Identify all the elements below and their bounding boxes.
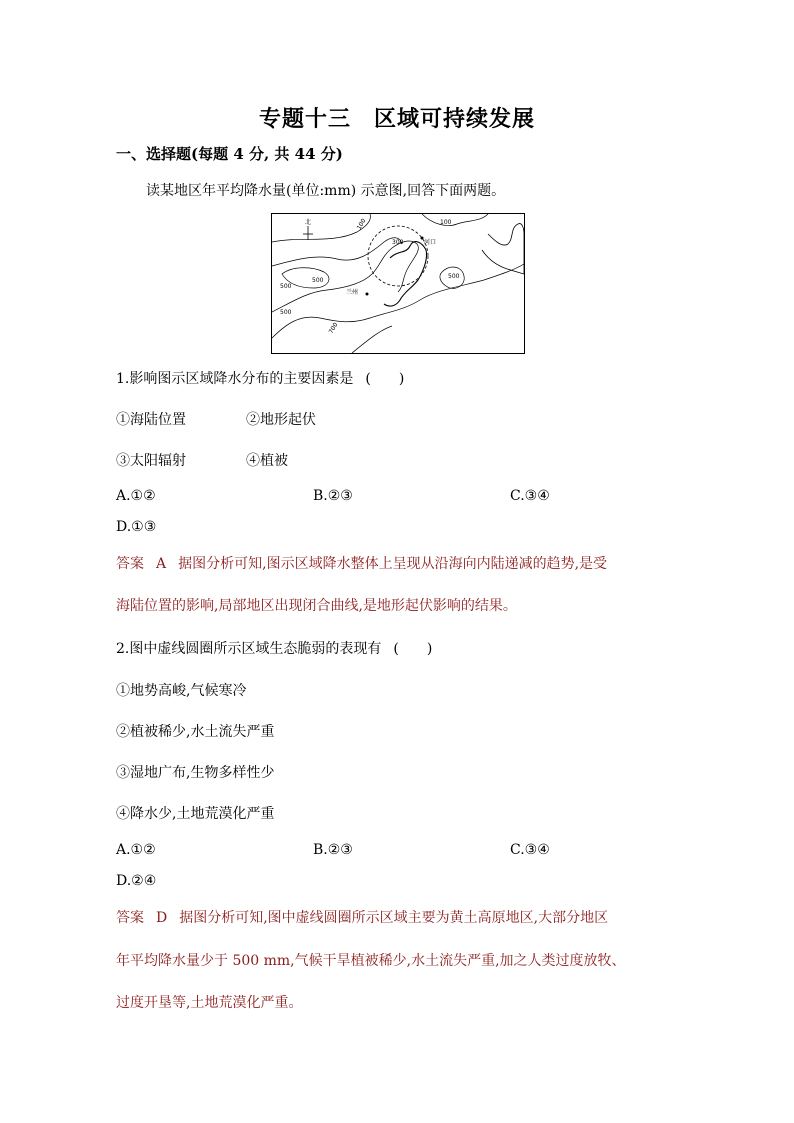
q2-answer-line-1	[116, 907, 608, 927]
map-label-100-b: 100	[440, 219, 452, 226]
q2-item-1: ①地势高峻,气候寒冷	[116, 683, 247, 699]
q2-choice-c: C.③④	[510, 842, 550, 858]
map-label-500-east: 500	[448, 273, 460, 280]
q1-choice-b: B.②③	[313, 488, 353, 504]
north-label: 北	[305, 219, 312, 226]
precipitation-map-svg	[272, 214, 524, 353]
map-label-500-left: 500	[280, 283, 292, 290]
isohyet-500-main	[272, 241, 418, 312]
q2-item-4: ④降水少,土地荒漠化严重	[116, 806, 275, 822]
q2-answer-text-1: 据图分析可知,图中虚线圆圈所示区域主要为黄土高原地区,大部分地区	[179, 910, 609, 926]
map-label-300: 300	[392, 239, 404, 246]
q1-item-4: ④植被	[246, 453, 288, 469]
q1-choice-c: C.③④	[510, 488, 550, 504]
precipitation-map	[271, 213, 525, 354]
q1-answer-letter: A	[156, 556, 167, 572]
q1-item-2: ②地形起伏	[246, 412, 316, 428]
coastline	[482, 224, 524, 274]
question-2-stem	[116, 638, 432, 658]
map-label-lanzhou: 兰州	[346, 289, 359, 296]
q1-item-1: ①海陆位置	[116, 412, 186, 428]
q1-choice-d: D.①③	[116, 519, 157, 535]
q2-item-3: ③湿地广布,生物多样性少	[116, 765, 275, 781]
question-2-text: 2.图中虚线圆圈所示区域生态脆弱的表现有	[116, 641, 382, 657]
q2-choice-d: D.②④	[116, 873, 157, 889]
q2-item-2: ②植被稀少,水土流失严重	[116, 724, 275, 740]
q1-answer-label: 答案	[116, 556, 144, 572]
q1-item-3: ③太阳辐射	[116, 453, 186, 469]
question-1-stem	[116, 368, 404, 388]
q2-choice-b: B.②③	[313, 842, 353, 858]
q2-answer-text-2: 年平均降水量少于 500 mm,气候干旱植被稀少,水土流失严重,加之人类过度放牧、	[116, 953, 626, 969]
map-intro-text: 读某地区年平均降水量(单位:mm) 示意图,回答下面两题。	[146, 183, 506, 199]
question-1-paren: ( )	[365, 371, 405, 387]
q1-answer-text-1: 据图分析可知,图示区域降水整体上呈现从沿海向内陆递减的趋势,是受	[178, 556, 608, 572]
page-title: 专题十三 区域可持续发展	[258, 106, 535, 132]
dashed-circle-region	[368, 226, 428, 286]
isohyet-300	[272, 238, 402, 266]
map-label-500-sw: 500	[280, 309, 292, 316]
q1-answer-line-1	[116, 553, 607, 573]
map-label-500-west: 500	[312, 277, 324, 284]
q2-answer-letter: D	[156, 910, 168, 926]
q1-answer-text-2: 海陆位置的影响,局部地区出现闭合曲线,是地形起伏影响的结果。	[116, 598, 517, 614]
question-1-text: 1.影响图示区域降水分布的主要因素是	[116, 371, 354, 387]
isohyet-700-south	[352, 326, 392, 353]
lanzhou-dot-icon	[366, 293, 369, 296]
map-label-hekou: 河口	[424, 239, 437, 246]
map-label-700: 700	[327, 321, 340, 335]
q1-choice-a: A.①②	[116, 488, 156, 504]
q2-choice-a: A.①②	[116, 842, 156, 858]
map-label-100-a: 100	[355, 217, 368, 231]
section-heading: 一、选择题(每题 4 分, 共 44 分)	[116, 145, 343, 163]
isohyet-700	[272, 264, 524, 338]
q2-answer-text-3: 过度开垦等,土地荒漠化严重。	[116, 995, 303, 1011]
q2-answer-label: 答案	[116, 910, 144, 926]
isohyet-500-north	[422, 214, 488, 226]
question-2-paren: ( )	[393, 641, 433, 657]
